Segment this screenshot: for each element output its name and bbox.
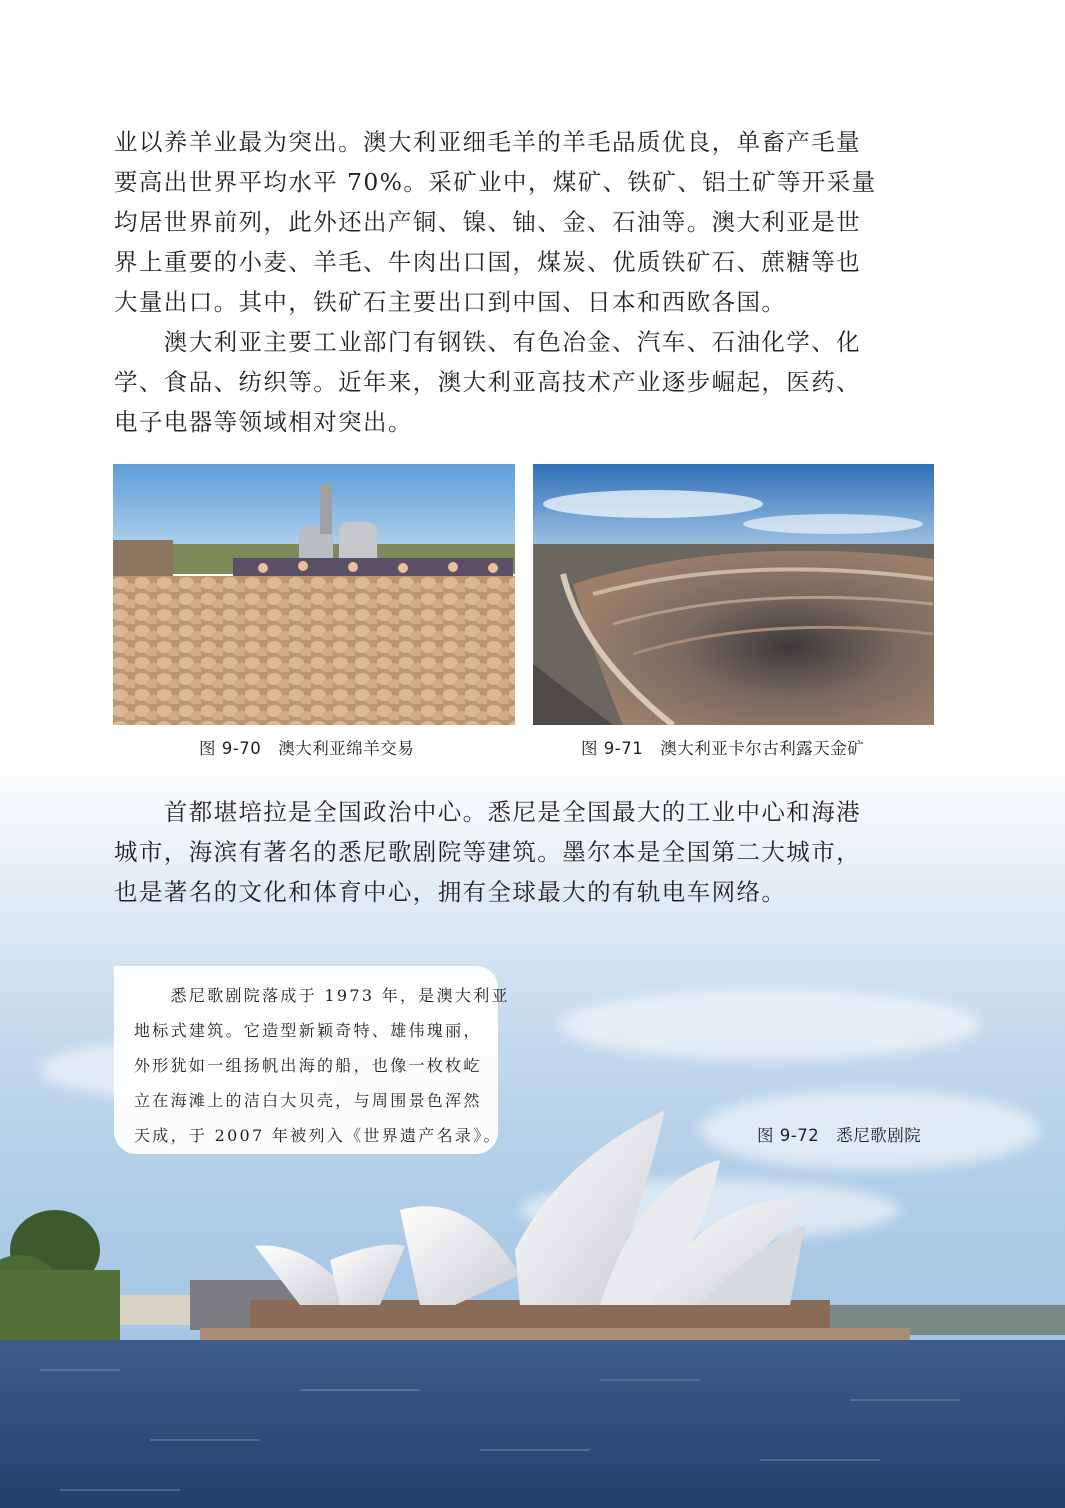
sheep-trading-photo xyxy=(113,464,515,725)
gold-mine-photo xyxy=(533,464,934,725)
text-line: 天成，于 2007 年被列入《世界遗产名录》。 xyxy=(134,1126,502,1145)
figure-9-71-caption: 图 9-71 澳大利亚卡尔古利露天金矿 xyxy=(581,739,865,758)
text-line: 立在海滩上的洁白大贝壳，与周围景色浑然 xyxy=(134,1091,482,1110)
text-line: 电子电器等领域相对突出。 xyxy=(114,408,413,436)
text-line: 均居世界前列，此外还出产铜、镍、铀、金、石油等。澳大利亚是世 xyxy=(114,208,861,236)
text-line: 城市，海滨有著名的悉尼歌剧院等建筑。墨尔本是全国第二大城市， xyxy=(114,838,861,866)
text-line: 界上重要的小麦、羊毛、牛肉出口国，煤炭、优质铁矿石、蔗糖等也 xyxy=(114,248,861,276)
sydney-opera-house-photo xyxy=(0,1100,1065,1508)
text-line: 要高出世界平均水平 70%。采矿业中，煤矿、铁矿、铝土矿等开采量 xyxy=(114,168,877,196)
text-line: 学、食品、纺织等。近年来，澳大利亚高技术产业逐步崛起，医药、 xyxy=(114,368,861,396)
text-line: 澳大利亚主要工业部门有钢铁、有色冶金、汽车、石油化学、化 xyxy=(114,328,861,356)
opera-house-info-box xyxy=(114,966,510,1154)
paragraph-cities xyxy=(114,792,861,912)
figure-9-70-caption: 图 9-70 澳大利亚绵羊交易 xyxy=(199,739,415,758)
text-line: 大量出口。其中，铁矿石主要出口到中国、日本和西欧各国。 xyxy=(114,288,787,316)
text-line: 外形犹如一组扬帆出海的船，也像一枚枚屹 xyxy=(134,1056,482,1075)
text-line: 地标式建筑。它造型新颖奇特、雄伟瑰丽， xyxy=(134,1021,482,1040)
text-line: 悉尼歌剧院落成于 1973 年，是澳大利亚 xyxy=(134,986,510,1005)
text-line: 首都堪培拉是全国政治中心。悉尼是全国最大的工业中心和海港 xyxy=(114,798,861,826)
text-line: 也是著名的文化和体育中心，拥有全球最大的有轨电车网络。 xyxy=(114,878,787,906)
paragraph-agriculture-mining xyxy=(114,122,877,322)
paragraph-industry xyxy=(114,322,861,442)
figure-9-72-caption: 图 9-72 悉尼歌剧院 xyxy=(757,1126,922,1145)
text-line: 业以养羊业最为突出。澳大利亚细毛羊的羊毛品质优良，单畜产毛量 xyxy=(114,128,861,156)
